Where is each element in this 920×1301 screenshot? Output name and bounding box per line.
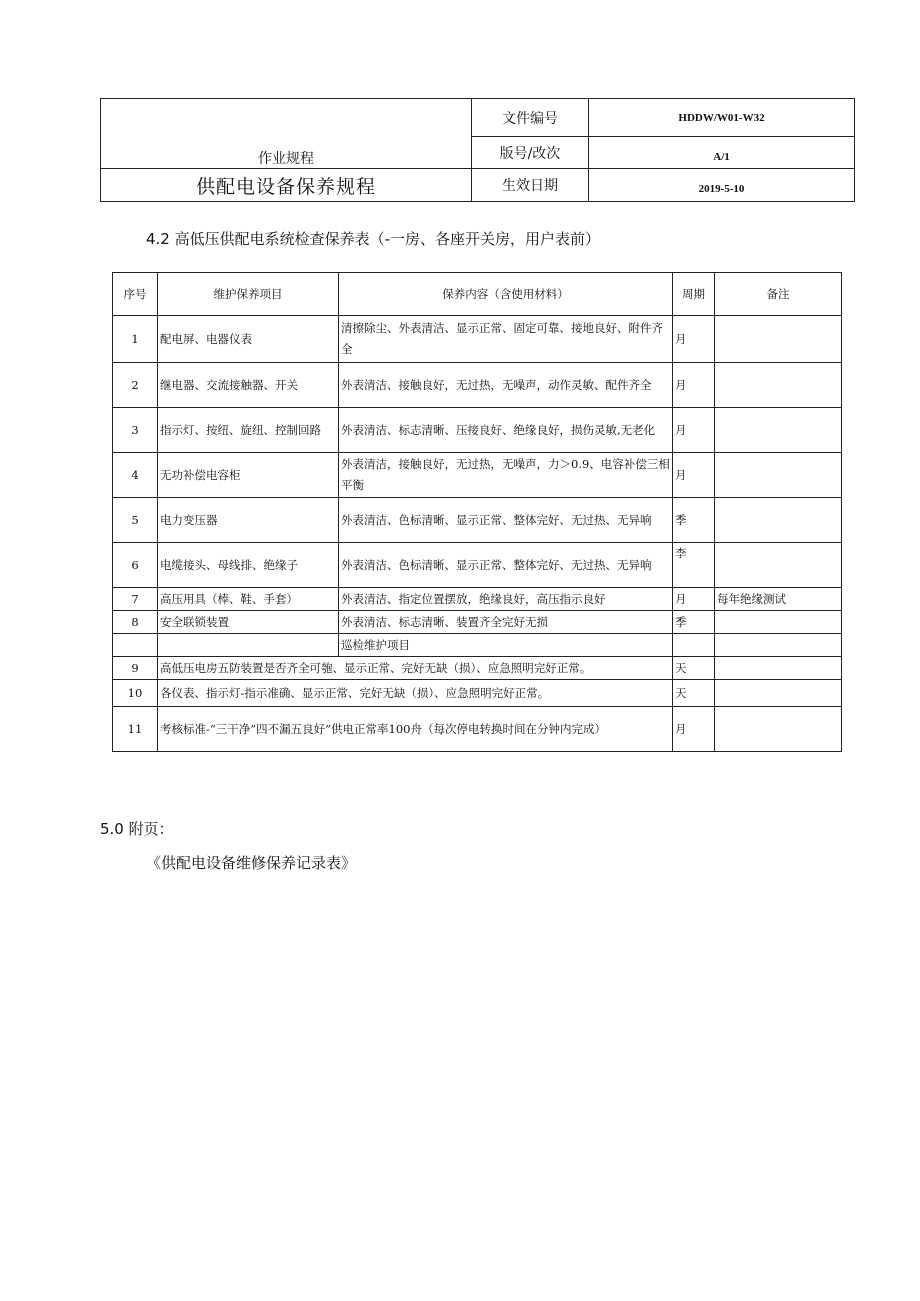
table-row: [113, 588, 842, 611]
maintenance-table: [112, 272, 842, 752]
header-title-cell: [101, 99, 472, 169]
row-item: 指示灯、按纽、旋纽、控制回路: [158, 408, 339, 453]
row-item: 电力变压器: [158, 498, 339, 543]
row-cycle: 月: [673, 707, 715, 752]
table-row: [113, 363, 842, 408]
row-cycle: 月: [673, 453, 715, 498]
row-cycle: 天: [673, 680, 715, 707]
row-content: 外表清洁、色标清晰、显示正常、整体完好、无过热、无异响: [339, 498, 673, 543]
row-cycle: 月: [673, 588, 715, 611]
row-note: [715, 363, 842, 408]
version-label: 版号/改次: [472, 137, 589, 169]
table-row: [113, 657, 842, 680]
row-content: 清擦除尘、外表清洁、显示正常、固定可靠、接地良好、附件齐全: [339, 316, 673, 363]
table-row: [113, 316, 842, 363]
row-item: 安全联锁装置: [158, 611, 339, 634]
table-header-row: [113, 273, 842, 316]
document-header: [100, 98, 855, 202]
row-cycle: 季: [673, 611, 715, 634]
row-item: 继电器、交流接触器、开关: [158, 363, 339, 408]
table-row: [113, 408, 842, 453]
row-cycle: 天: [673, 657, 715, 680]
row-note: [715, 611, 842, 634]
row-item: 配电屏、电器仪表: [158, 316, 339, 363]
row-note: [715, 657, 842, 680]
patrol-section-label: 巡检维护项目: [339, 634, 673, 657]
effective-date-value: 2019-5-10: [589, 169, 855, 202]
table-row: [113, 707, 842, 752]
row-note: [715, 453, 842, 498]
row-no: 9: [113, 657, 158, 680]
effective-date-label: 生效日期: [472, 169, 589, 202]
row-cycle: 月: [673, 316, 715, 363]
row-note: [715, 408, 842, 453]
row-no: 7: [113, 588, 158, 611]
row-note: [715, 707, 842, 752]
row-text: 各仪表、指示灯-指示准确、显示正常、完好无缺（损）、应急照明完好正常。: [158, 680, 673, 707]
table-row: [113, 498, 842, 543]
row-cycle: 月: [673, 363, 715, 408]
row-content: 外表清洁、色标清晰、显示正常、整体完好、无过热、无异响: [339, 543, 673, 588]
attachment-title: 《供配电设备维修保养记录表》: [146, 854, 357, 872]
row-note: 每年绝缘测试: [715, 588, 842, 611]
table-row: [113, 453, 842, 498]
row-text: 考核标准-“三干净”四不漏五良好”供电正常率100舟（每次停电转换时间在分钟内完成）: [158, 707, 673, 752]
row-no: 1: [113, 316, 158, 363]
col-header-no: 序号: [113, 273, 158, 316]
row-cycle: 月: [673, 408, 715, 453]
section-4-2-title: 4.2 高低压供配电系统检查保养表（-一房、各座开关房，用户表前）: [146, 230, 601, 248]
row-item: 无功补偿电容柜: [158, 453, 339, 498]
table-row: [113, 680, 842, 707]
table-row: [113, 543, 842, 588]
row-note: [715, 498, 842, 543]
row-content: 外表清洁、接触良好，无过热，无噪声，动作灵敏、配件齐全: [339, 363, 673, 408]
header-subtitle: 作业规程: [258, 151, 314, 167]
doc-number-label: 文件编号: [472, 99, 589, 137]
row-cycle: 季: [673, 498, 715, 543]
row-item: 电缆接头、母线排、绝缘子: [158, 543, 339, 588]
row-no: 6: [113, 543, 158, 588]
row-note: [715, 316, 842, 363]
row-no: 2: [113, 363, 158, 408]
row-text: 高低压电房五防装置是否齐全可匏、显示正常、完好无缺（损）、应急照明完好正常。: [158, 657, 673, 680]
row-content: 外表清洁、指定位置摆放，绝缘良好，高压指示良好: [339, 588, 673, 611]
row-note: [715, 543, 842, 588]
row-no: 8: [113, 611, 158, 634]
row-note: [715, 680, 842, 707]
version-value: A/1: [589, 137, 855, 169]
section-5-0-title: 5.0 附页：: [100, 820, 174, 838]
row-item: 高压用具（棒、鞋、手套）: [158, 588, 339, 611]
row-no: 5: [113, 498, 158, 543]
row-content: 外表清洁、标志清晰、装置齐全完好无损: [339, 611, 673, 634]
col-header-cycle: 周期: [673, 273, 715, 316]
col-header-item: 维护保养项目: [158, 273, 339, 316]
doc-number-value: HDDW/W01-W32: [589, 99, 855, 137]
row-content: 外表清洁、标志清晰、压接良好、绝缘良好，损伤灵敏,无老化: [339, 408, 673, 453]
col-header-content: 保养内容（含使用材料）: [339, 273, 673, 316]
header-main-title: 供配电设备保养规程: [101, 169, 472, 202]
table-row: [113, 611, 842, 634]
row-no: 4: [113, 453, 158, 498]
col-header-note: 备注: [715, 273, 842, 316]
row-no: 3: [113, 408, 158, 453]
row-no: 11: [113, 707, 158, 752]
row-content: 外表清洁，接触良好，无过热，无噪声，力＞0.9、电容补偿三相平衡: [339, 453, 673, 498]
row-no: 10: [113, 680, 158, 707]
row-cycle: 李: [673, 543, 715, 588]
patrol-section-row: [113, 634, 842, 657]
